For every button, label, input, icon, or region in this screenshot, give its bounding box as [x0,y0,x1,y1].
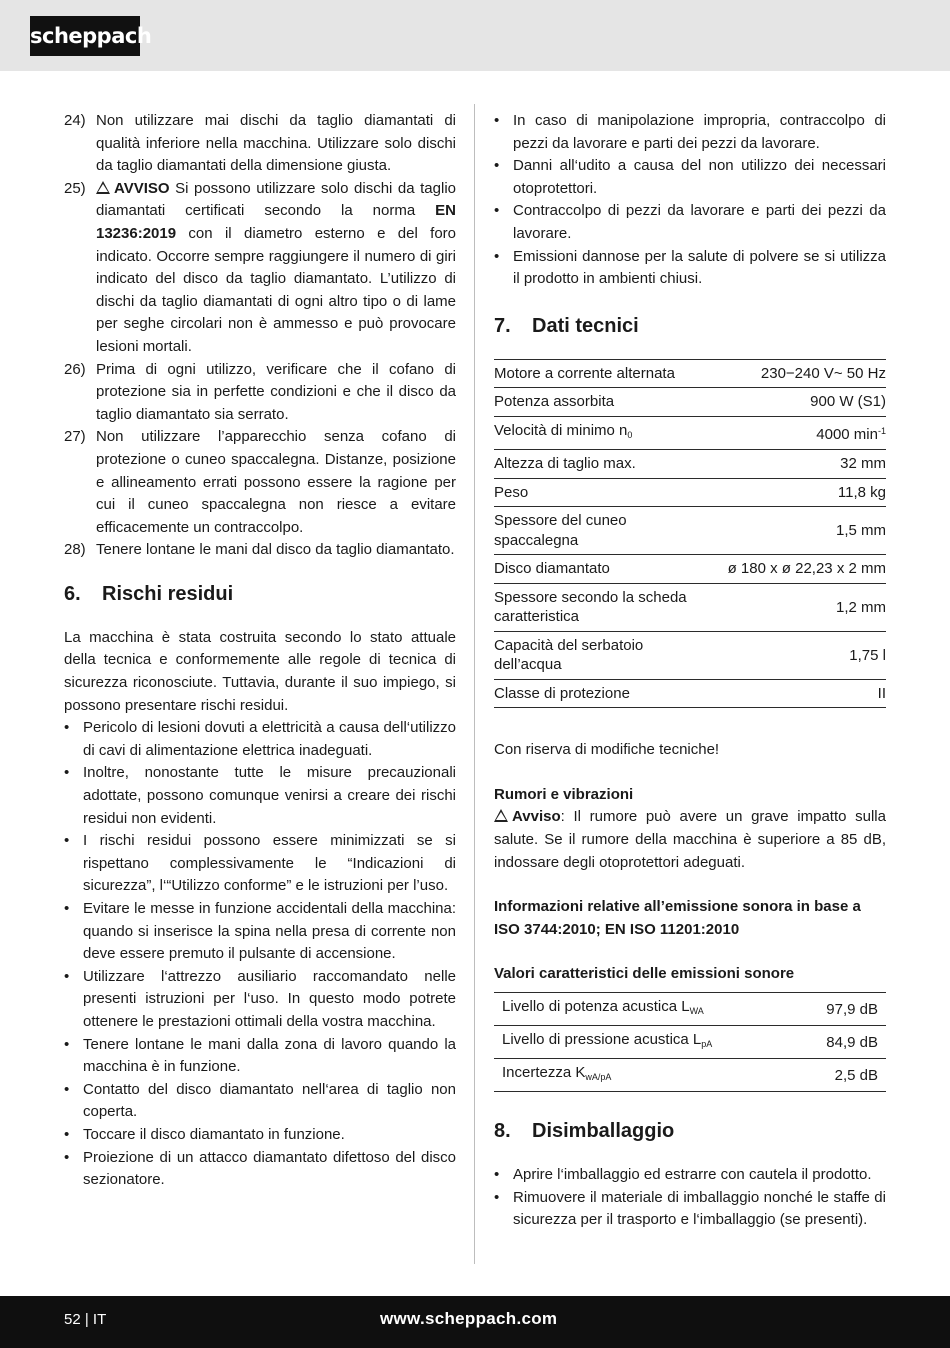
table-row: Livello di potenza acustica $L_{WA}$ 97,9 dB [494,993,886,1026]
table-row: Incertezza $K_{wA/pA}$ 2,5 dB [494,1059,886,1092]
list-item: • Danni all‘udito a causa del non utilizzo dei necessari otoprotettori. [494,157,886,197]
scheppach-logo: scheppach [30,16,140,56]
safety-item: 26) Prima di ogni utilizzo, verificare che il cofano di protezione sia in perfette condizioni e che il disco da taglio diamantato sia serrato. [64,360,456,423]
list-item: • I rischi residui possono essere minimizzati se si rispettano complessivamente le “Indicazioni di sicurezza”, l‘“Utilizzo conforme” e le istruzioni per l’uso. [64,832,456,895]
list-item: • Emissioni dannose per la salute di polvere se si utilizza il prodotto in ambienti chiusi. [494,247,886,288]
warning-triangle-icon [494,809,508,822]
safety-item: 25) AVVISO Si possono utilizzare solo dischi da taglio diamantati certificati secondo la norma EN 13236:2019 con il diametro esterno e del foro indicato. Occorre sempre raggiungere il numero di giri indicato del disco da taglio diamantato. L’utilizzo di dischi da taglio diamantati di ogni altro tipo o di lame per seghe circolari non è ammesso e può provocare lesioni mortali. [64,179,456,355]
noise-warning: Avviso: Il rumore può avere un grave impatto sulla salute. Se il rumore della macchina è superiore a 85 dB, indossare degli otoprotettori adeguati. [494,808,886,871]
left-column [64,110,456,1192]
list-item: • Toccare il disco diamantato in funzione. [64,1125,345,1143]
page-number: 52 | IT [64,1311,107,1328]
list-item: • Contatto del disco diamantato nell‘area di taglio non coperta. [64,1080,456,1121]
emission-table-title: Valori caratteristici delle emissioni sonore [494,965,795,983]
warning-triangle-icon [96,181,110,194]
noise-values-table [494,992,886,1092]
section6-intro: La macchina è stata costruita secondo lo stato attuale della tecnica e conformemente alle regole di tecnica di sicurezza riconosciute. Tuttavia, durante il suo impiego, si possono presentare rischi residui. [64,628,456,714]
list-item: • In caso di manipolazione impropria, contraccolpo di pezzi da lavorare e parti dei pezzi da lavorare. [494,112,886,152]
section-heading-7: 7. Dati tecnici [494,314,639,337]
table-row: Spessore secondo la scheda caratteristica 1,2 mm [494,583,886,631]
table-row: Disco diamantato ø 180 x ø 22,23 x 2 mm [494,555,886,584]
residual-risks-list-cont [494,110,886,291]
list-item: • Contraccolpo di pezzi da lavorare e parti dei pezzi da lavorare. [494,202,886,242]
residual-risks-list [64,717,456,1191]
table-row: Spessore del cuneo spaccalegna 1,5 mm [494,507,886,555]
right-column [494,110,886,1232]
table-row: Peso 11,8 kg [494,478,886,507]
unpacking-list [494,1164,886,1232]
header-bar [0,0,950,71]
column-divider [474,104,475,1264]
table-row: Capacità del serbatoio dell’acqua 1,75 l [494,631,886,679]
list-item: • Utilizzare l‘attrezzo ausiliario raccomandato nelle presenti istruzioni per l‘uso. In questo modo potrete ottenere le prestazioni ottimali della vostra macchina. [64,967,456,1030]
list-item: • Proiezione di un attacco diamantato difettoso del disco sezionatore. [64,1148,456,1189]
list-item: • Aprire l‘imballaggio ed estrarre con cautela il prodotto. [494,1166,872,1183]
list-item: • Rimuovere il materiale di imballaggio nonché le staffe di sicurezza per il trasporto e l‘imballaggio (se presenti). [494,1188,886,1229]
list-item: • Pericolo di lesioni dovuti a elettricità a causa dell‘utilizzo di cavi di alimentazione elettrica inadeguati. [64,719,456,759]
table-row: Altezza di taglio max. 32 mm [494,450,886,479]
safety-item: 27) Non utilizzare l’apparecchio senza cofano di protezione o cuneo spaccalegna. Distanze, posizione e allineamento errati possono essere la ragione per cui il cuneo spaccalegna non riesce a evitare efficacemente un contraccolpo. [64,428,456,536]
list-item: • Inoltre, nonostante tutte le misure precauzionali adottate, possono comunque venirsi a creare dei rischi residui non evidenti. [64,764,456,827]
section-heading-6: 6. Rischi residui [64,582,234,605]
table-row: Potenza assorbita 900 W (S1) [494,388,886,417]
reserve-note: Con riserva di modifiche tecniche! [494,741,720,759]
safety-item: 24) Non utilizzare mai dischi da taglio diamantati di qualità inferiore nella macchina. Utilizzare solo dischi da taglio diamantati della dimensione giusta. [64,112,456,175]
list-item: • Tenere lontane le mani dalla zona di lavoro quando la macchina è in funzione. [64,1035,456,1076]
section-heading-8: 8. Disimballaggio [494,1120,675,1142]
table-row: Livello di pressione acustica $L_{pA}$ 84,9 dB [494,1026,886,1059]
table-row: Velocità di minimo $n_0$ 4000 $\min^{-1}$ [494,416,886,450]
table-row: Classe di protezione II [494,679,886,708]
technical-data-table [494,359,886,709]
website-url: www.scheppach.com [380,1309,558,1328]
list-item: • Evitare le messe in funzione accidentali della macchina: quando si inserisce la spina nella presa di corrente non deve essere premuto il pulsante di accensione. [64,900,456,963]
noise-heading: Rumori e vibrazioni [494,785,634,803]
table-row: Motore a corrente alternata 230−240 V~ 50 Hz [494,359,886,388]
footer-bar [0,1296,950,1348]
safety-item: 28) Tenere lontane le mani dal disco da taglio diamantato. [64,541,455,559]
emission-info: Informazioni relative all’emissione sonora in base a ISO 3744:2010; EN ISO 11201:2010 [494,898,861,938]
